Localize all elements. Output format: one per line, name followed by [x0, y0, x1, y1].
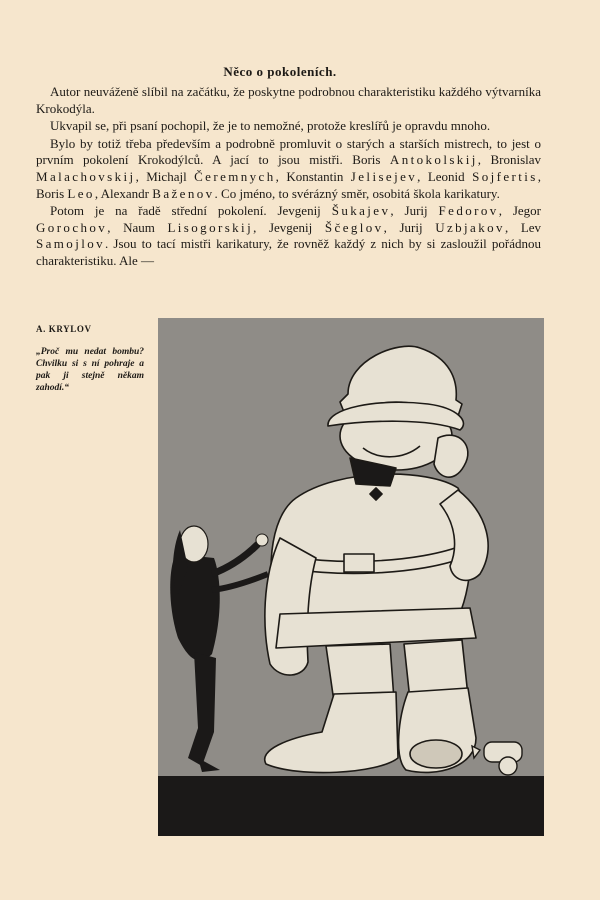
spaced-surname: Baženov: [152, 185, 215, 201]
given-name: Bronislav: [490, 152, 542, 168]
given-name: Konstantin: [286, 168, 351, 184]
paragraph-1: Autor neuváženě slíbil na začátku, že poskytne podrobnou charakteristiku každého výtvarníka Krokodýla.: [36, 84, 541, 116]
given-name: Boris: [36, 185, 68, 201]
boot-left: [265, 692, 398, 773]
spaced-surname: Uzbjakov: [435, 219, 505, 235]
names-list-first-generation: Antokolskij, Bronislav Malachovskij, Michajl Čeremnych, Konstantin Jelisejev, Leonid Sojfertis, Boris Leo, Alexandr Baženov.: [36, 152, 542, 201]
paragraph-4-end: Jsou to tací mistři karikatury, že rovněž každý z nich by si zasloužil pořádnou charakteristiku. Ale —: [36, 236, 542, 268]
cartoon-author: A. KRYLOV: [36, 324, 92, 334]
names-list-middle-generation: Jevgenij Šukajev, Jurij Fedorov, Jegor Gorochov, Naum Lisogorskij, Jevgenij Ščeglov, Jurij Uzbjakov, Lev Samojlov.: [36, 203, 542, 252]
given-name: Alexandr: [100, 185, 153, 201]
given-name: Michajl: [146, 168, 195, 184]
paragraph-3: [36, 136, 541, 202]
soldier-hand-face: [434, 435, 468, 477]
spaced-surname: Gorochov: [36, 219, 108, 235]
given-name: Jevgenij: [277, 203, 332, 219]
boot-sole: [410, 740, 462, 768]
spaced-surname: Ščeglov: [324, 219, 384, 235]
spaced-surname: Fedorov: [438, 203, 499, 219]
article-heading: Něco o pokoleních.: [223, 64, 337, 79]
given-name: Jurij: [399, 219, 436, 235]
belt-buckle: [344, 554, 374, 572]
soldier-arm-left: [265, 538, 316, 675]
small-man: [170, 526, 268, 772]
small-man-legs: [188, 652, 216, 766]
spaced-surname: Jelisejev: [350, 168, 418, 184]
spaced-surname: Antokolskij: [389, 152, 478, 168]
small-man-hand: [256, 534, 268, 546]
paragraph-4-start: Potom je na řadě střední pokolení.: [50, 203, 278, 219]
paragraph-2: Ukvapil se, při psaní pochopil, že je to nemožné, protože kreslířů je opravdu mnoho.: [50, 118, 491, 134]
spaced-surname: Sojfertis: [472, 168, 538, 184]
cartoon-drawing: [158, 318, 544, 836]
given-name: Lev: [520, 219, 542, 235]
given-name: Jegor: [512, 203, 542, 219]
paragraph-4: [36, 203, 541, 269]
spaced-surname: Lisogorskij: [167, 219, 254, 235]
given-name: Jurij: [404, 203, 439, 219]
paragraph-3-end: Co jméno, to svérázný směr, osobitá škola karikatury.: [221, 185, 500, 201]
giant-soldier: [265, 346, 488, 772]
given-name: Naum: [123, 219, 168, 235]
given-name: Leonid: [427, 168, 473, 184]
paragraph-3-start: Bylo by totiž třeba především a podrobně promluvit o starých a starších mistrech, to jest o prvním pokolení Krokodýlců. A jací to jsou mistři. Boris: [36, 135, 541, 168]
spaced-surname: Malachovskij: [36, 168, 136, 184]
cartoon-caption: „Proč mu nedat bombu? Chvilku si s ní pohraje a pak ji stejně někam zahodí.“: [36, 347, 144, 393]
spaced-surname: Leo: [67, 185, 95, 201]
ground: [158, 776, 544, 836]
article-body: [36, 84, 541, 271]
spaced-surname: Šukajev: [331, 203, 391, 219]
cartoon-illustration: [158, 318, 544, 836]
toy-bomb-icon: [472, 742, 522, 775]
small-man-arm: [212, 544, 258, 574]
spaced-surname: Čeremnych: [194, 168, 276, 184]
given-name: Jevgenij: [268, 219, 325, 235]
spaced-surname: Samojlov: [36, 236, 106, 252]
